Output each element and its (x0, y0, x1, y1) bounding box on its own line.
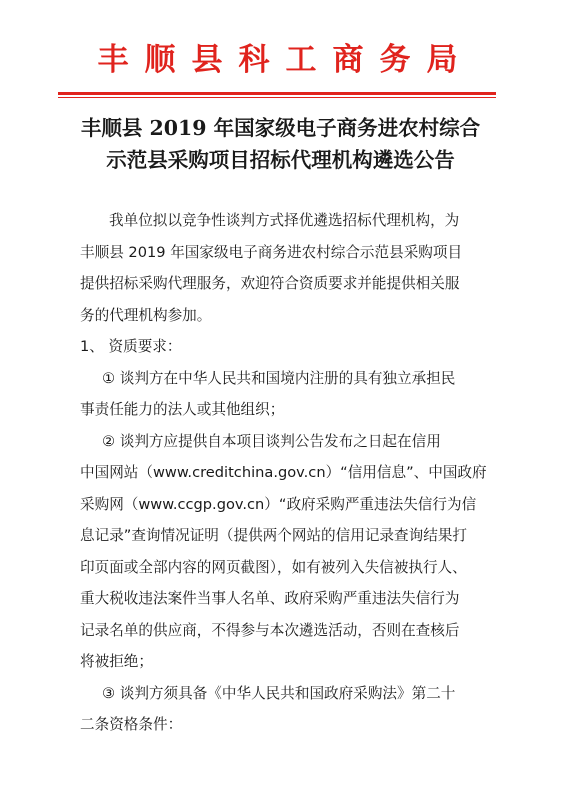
body-line: ③ 谈判方须具备《中华人民共和国政府采购法》第二十 (102, 684, 456, 702)
title-line-1: 丰顺县 2019 年国家级电子商务进农村综合 (80, 116, 481, 140)
title-line-2: 示范县采购项目招标代理机构遴选公告 (106, 148, 455, 172)
body-line: 丰顺县 2019 年国家级电子商务进农村综合示范县采购项目 (80, 243, 463, 261)
body-line: 记录名单的供应商，不得参与本次遴选活动，否则在查核后 (80, 621, 460, 639)
document-body (80, 205, 490, 741)
body-line: ② 谈判方应提供自本项目谈判公告发布之日起在信用 (102, 432, 441, 450)
body-line: 采购网（www.ccgp.gov.cn）“政府采购严重违法失信行为信 (80, 495, 477, 513)
body-line: 息记录”查询情况证明（提供两个网站的信用记录查询结果打 (80, 527, 468, 544)
letterhead-rule-thick (58, 92, 496, 95)
body-line: 我单位拟以竞争性谈判方式择优遴选招标代理机构，为 (109, 212, 460, 229)
letterhead-org-name: 丰顺县科工商务局 (97, 42, 474, 78)
body-line: 印页面或全部内容的网页截图），如有被列入失信被执行人、 (80, 558, 467, 576)
letterhead-rule-thin (58, 97, 496, 98)
body-line: 中国网站（www.creditchina.gov.cn）“信用信息”、中国政府 (80, 464, 487, 481)
body-line: 务的代理机构参加。 (80, 306, 212, 324)
section-heading: 1、 资质要求： (80, 338, 182, 355)
body-line: 将被拒绝； (80, 653, 153, 670)
body-line: 事责任能力的法人或其他组织； (80, 401, 285, 418)
body-line: 提供招标采购代理服务，欢迎符合资质要求并能提供相关服 (80, 275, 460, 292)
body-line: 重大税收违法案件当事人名单、政府采购严重违法失信行为 (80, 590, 460, 607)
body-line: ① 谈判方在中华人民共和国境内注册的具有独立承担民 (102, 369, 456, 387)
body-line: 二条资格条件： (80, 716, 183, 733)
document-title (40, 112, 521, 176)
